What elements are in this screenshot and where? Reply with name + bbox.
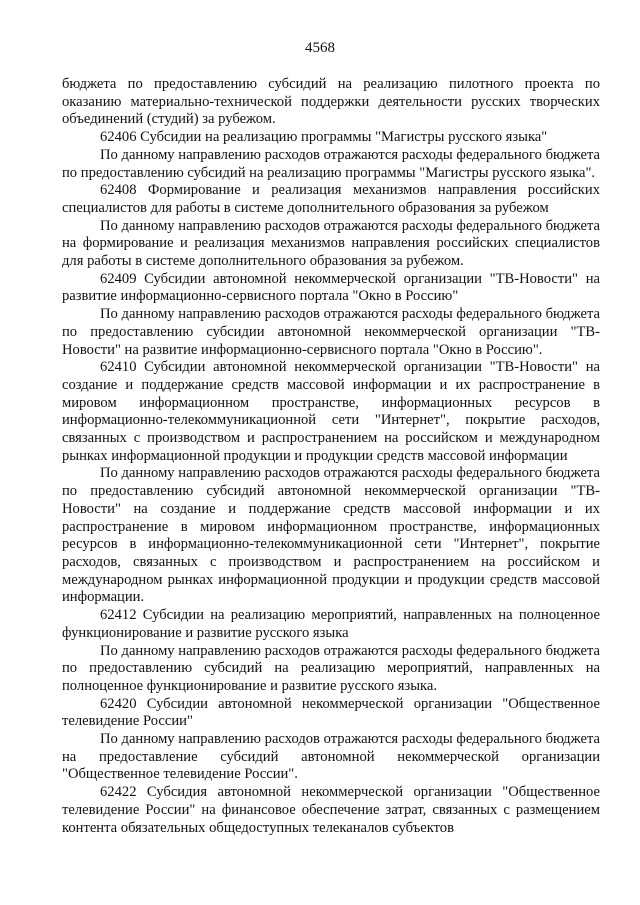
paragraph: По данному направлению расходов отражаются расходы федерального бюджета на предоставление субсидий автономной некоммерческой организации "Общественное телевидение России". xyxy=(62,731,600,783)
paragraph: бюджета по предоставлению субсидий на реализацию пилотного проекта по оказанию материально-технической поддержки деятельности русских творческих объединений (студий) за рубежом. xyxy=(62,76,600,128)
paragraph: 62410 Субсидии автономной некоммерческой организации "ТВ-Новости" на создание и поддержание средств массовой информации и их распространение в мировом информационном пространстве, информационных ресурсов в информационно-телекоммуникационной сети "Интернет", покрытие расходов, связанных с производством и распространением на российском и международном рынках информационной продукции и продукции средств массовой информации xyxy=(62,359,600,464)
paragraph: 62406 Субсидии на реализацию программы "Магистры русского языка" xyxy=(100,129,548,146)
page-number: 4568 xyxy=(305,40,335,56)
paragraph: По данному направлению расходов отражаются расходы федерального бюджета на формирование и реализация механизмов направления российских специалистов для работы в системе дополнительного образования за рубежом. xyxy=(62,217,600,270)
paragraph: По данному направлению расходов отражаются расходы федерального бюджета по предоставлению субсидии автономной некоммерческой организации "ТВ-Новости" на развитие информационно-сервисного портала "Окно в Россию". xyxy=(62,306,600,358)
paragraph: 62408 Формирование и реализация механизмов направления российских специалистов для работы в системе дополнительного образования за рубежом xyxy=(62,182,600,216)
paragraph: По данному направлению расходов отражаются расходы федерального бюджета по предоставлению субсидий на реализацию программы "Магистры русского языка". xyxy=(62,146,600,181)
paragraph: 62422 Субсидия автономной некоммерческой организации "Общественное телевидение России" на финансовое обеспечение затрат, связанных с размещением контента обязательных общедоступных телеканалов субъектов xyxy=(62,784,600,836)
paragraph: 62420 Субсидии автономной некоммерческой организации "Общественное телевидение России" xyxy=(62,695,600,730)
paragraph: 62409 Субсидии автономной некоммерческой организации "ТВ-Новости" на развитие информационно-сервисного портала "Окно в Россию" xyxy=(62,270,600,305)
paragraph: По данному направлению расходов отражаются расходы федерального бюджета по предоставлению субсидий автономной некоммерческой организации "ТВ-Новости" на создание и поддержание средств массовой информации и их распространение в мировом информационном пространстве, информационных ресурсов в информационно-телекоммуникационной сети "Интернет", покрытие расходов, связанных с производством и распространением на российском и международном рынках информационной продукции и продукции средств массовой информации. xyxy=(62,465,600,606)
document-body xyxy=(62,76,600,837)
paragraph: 62412 Субсидии на реализацию мероприятий, направленных на полноценное функционирование и развитие русского языка xyxy=(62,607,600,641)
paragraph: По данному направлению расходов отражаются расходы федерального бюджета по предоставлению субсидий на реализацию мероприятий, направленных на полноценное функционирование и развитие русского языка. xyxy=(62,642,600,694)
